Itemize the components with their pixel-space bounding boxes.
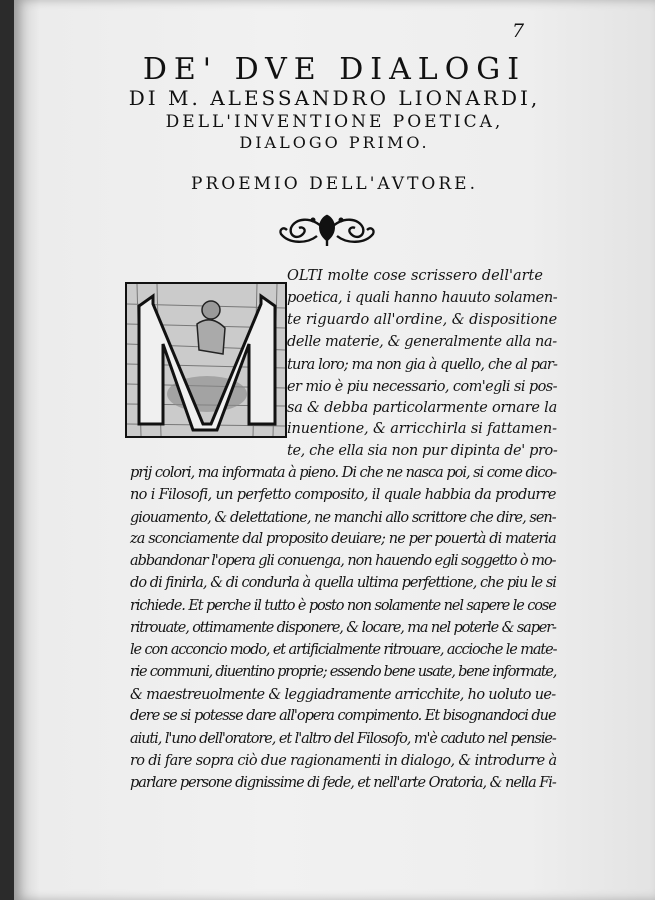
text-line: rie communi, diuentino proprie; essendo bene usate, bene informate,: [130, 664, 557, 680]
text-line: sa & debba particolarmente ornare la: [287, 400, 558, 416]
section-title: PROEMIO DELL'AVTORE.: [191, 174, 478, 194]
page-number: 7: [512, 20, 525, 42]
text-line: parlare persone dignissime di fede, et nell'arte Oratoria, & nella Fi-: [130, 775, 556, 791]
text-line: za sconciamente dal proposito deuiare; ne per pouertà di materia: [130, 531, 556, 547]
text-line: ritrouate, ottimamente disponere, & locare, ma nel poterle & saper-: [130, 620, 556, 636]
text-line: do di finirla, & di condurla à quella ultima perfettione, che piu le si: [130, 575, 556, 591]
text-line: te, che ella sia non pur dipinta de' pro-: [287, 443, 558, 459]
text-line: richiede. Et perche il tutto è posto non solamente nel sapere le cose: [130, 598, 556, 614]
text-line: te riguardo all'ordine, & dispositione: [287, 312, 558, 328]
text-line: inuentione, & arricchirla si fattamen-: [287, 421, 557, 437]
title-line-4: DIALOGO PRIMO.: [239, 133, 430, 152]
text-line: tura loro; ma non gia à quello, che al par-: [287, 357, 558, 373]
text-line: dere se si potesse dare all'opera compimento. Et bisognandoci due: [130, 708, 556, 724]
title-line-1: DE' DVE DIALOGI: [142, 52, 527, 87]
decorated-initial: [125, 282, 287, 438]
text-line: OLTI molte cose scrissero dell'arte: [287, 268, 543, 284]
text-line: poetica, i quali hanno hauuto solamen-: [287, 290, 558, 306]
text-line: aiuti, l'uno dell'oratore, et l'altro del Filosofo, m'è caduto nel pensie-: [130, 731, 556, 747]
text-line: & maestreuolmente & leggiadramente arricchite, ho uoluto ue-: [130, 687, 556, 703]
text-line: le con acconcio modo, et artificialmente ritrouare, accioche le mate-: [130, 642, 557, 658]
text-line: no i Filosofi, un perfetto composito, il quale habbia da produrre: [130, 487, 556, 503]
text-line: er mio è piu necessario, com'egli si pos-: [287, 379, 557, 395]
text-line: delle materie, & generalmente alla na-: [287, 334, 557, 350]
title-line-2: DI M. ALESSANDRO LIONARDI,: [128, 86, 541, 110]
text-line: prij colori, ma informata à pieno. Di che ne nasca poi, si come dico-: [130, 465, 557, 481]
fleuron-ornament: [277, 210, 377, 248]
text-line: ro di fare sopra ciò due ragionamenti in dialogo, & introdurre à: [130, 753, 557, 769]
text-line: giouamento, & delettatione, ne manchi allo scrittore che dire, sen-: [130, 510, 556, 526]
book-page: [14, 0, 655, 900]
title-line-3: DELL'INVENTIONE POETICA,: [165, 112, 504, 132]
text-line: abbandonar l'opera gli conuenga, non hauendo egli soggetto ò mo-: [130, 553, 556, 569]
